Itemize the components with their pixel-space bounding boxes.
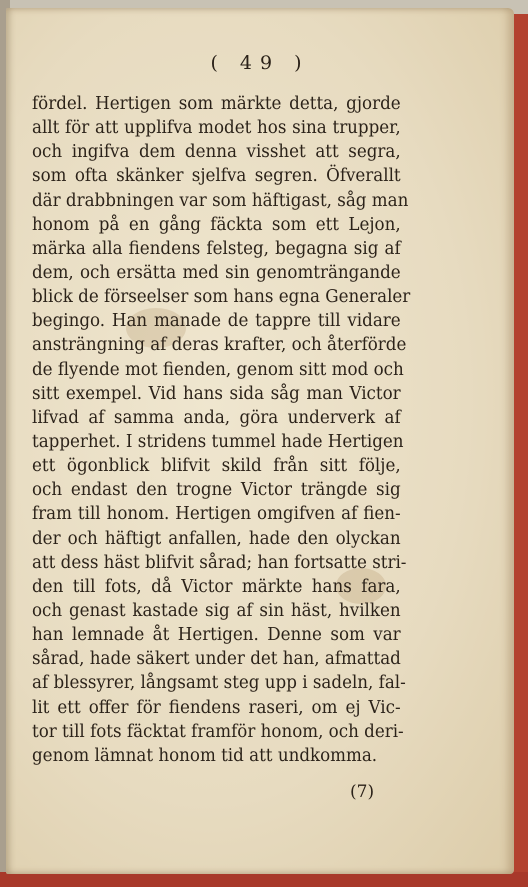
text-line: allt för att upplifva modet hos sina trupper, [32, 118, 401, 139]
text-line: tor till fots fäcktat framför honom, och deri- [32, 721, 404, 742]
text-line: fram till honom. Hertigen omgifven af fien- [32, 504, 401, 525]
text-line: genom lämnat honom tid att undkomma. [32, 745, 378, 766]
text-line: han lemnade åt Hertigen. Denne som var [32, 625, 401, 646]
text-line: och endast den trogne Victor trängde sig [32, 480, 401, 501]
text-line: dem, och ersätta med sin genomträngande [32, 262, 401, 283]
text-line: lit ett offer för fiendens raseri, om ej Vic- [32, 697, 401, 718]
page-number: ( 49 ) [210, 52, 310, 74]
text-line: att dess häst blifvit sårad; han fortsatte stri- [32, 552, 407, 573]
text-line: fördel. Hertigen som märkte detta, gjorde [32, 94, 401, 114]
text-line: där drabbningen var som häftigast, såg man [32, 190, 409, 211]
text-line: de flyende mot fienden, genom sitt mod och [32, 359, 404, 380]
text-line: märka alla fiendens felsteg, begagna sig af [32, 238, 401, 259]
body-text [32, 92, 411, 768]
text-line: och genast kastade sig af sin häst, hvilken [32, 600, 401, 621]
text-line: ett ögonblick blifvit skild från sitt följe, [32, 456, 401, 477]
text-line: der och häftigt anfallen, hade den olyckan [32, 528, 401, 549]
text-line: sårad, hade säkert under det han, afmattad [32, 649, 401, 670]
text-line: honom på en gång fäckta som ett Lejon, [32, 214, 401, 235]
text-line: ansträngning af deras krafter, och återförde [32, 335, 407, 356]
text-line: som ofta skänker sjelfva segren. Öfverallt [32, 166, 401, 187]
text-line: begingo. Han manade de tappre till vidare [32, 311, 401, 332]
signature-mark: (7) [350, 782, 375, 802]
book-cover-bottom [0, 872, 528, 887]
text-line: blick de förseelser som hans egna Generaler [32, 287, 411, 308]
text-line: tapperhet. I stridens tummel hade Hertigen [32, 431, 404, 452]
text-line: den till fots, då Victor märkte hans fara, [32, 576, 401, 597]
text-line: sitt exempel. Vid hans sida såg man Victor [32, 383, 401, 404]
text-line: af blessyrer, långsamt steg upp i sadeln, fal- [32, 673, 406, 694]
text-line: lifvad af samma anda, göra underverk af [32, 407, 401, 428]
text-line: och ingifva dem denna visshet att segra, [32, 142, 401, 163]
book-page [6, 8, 514, 874]
